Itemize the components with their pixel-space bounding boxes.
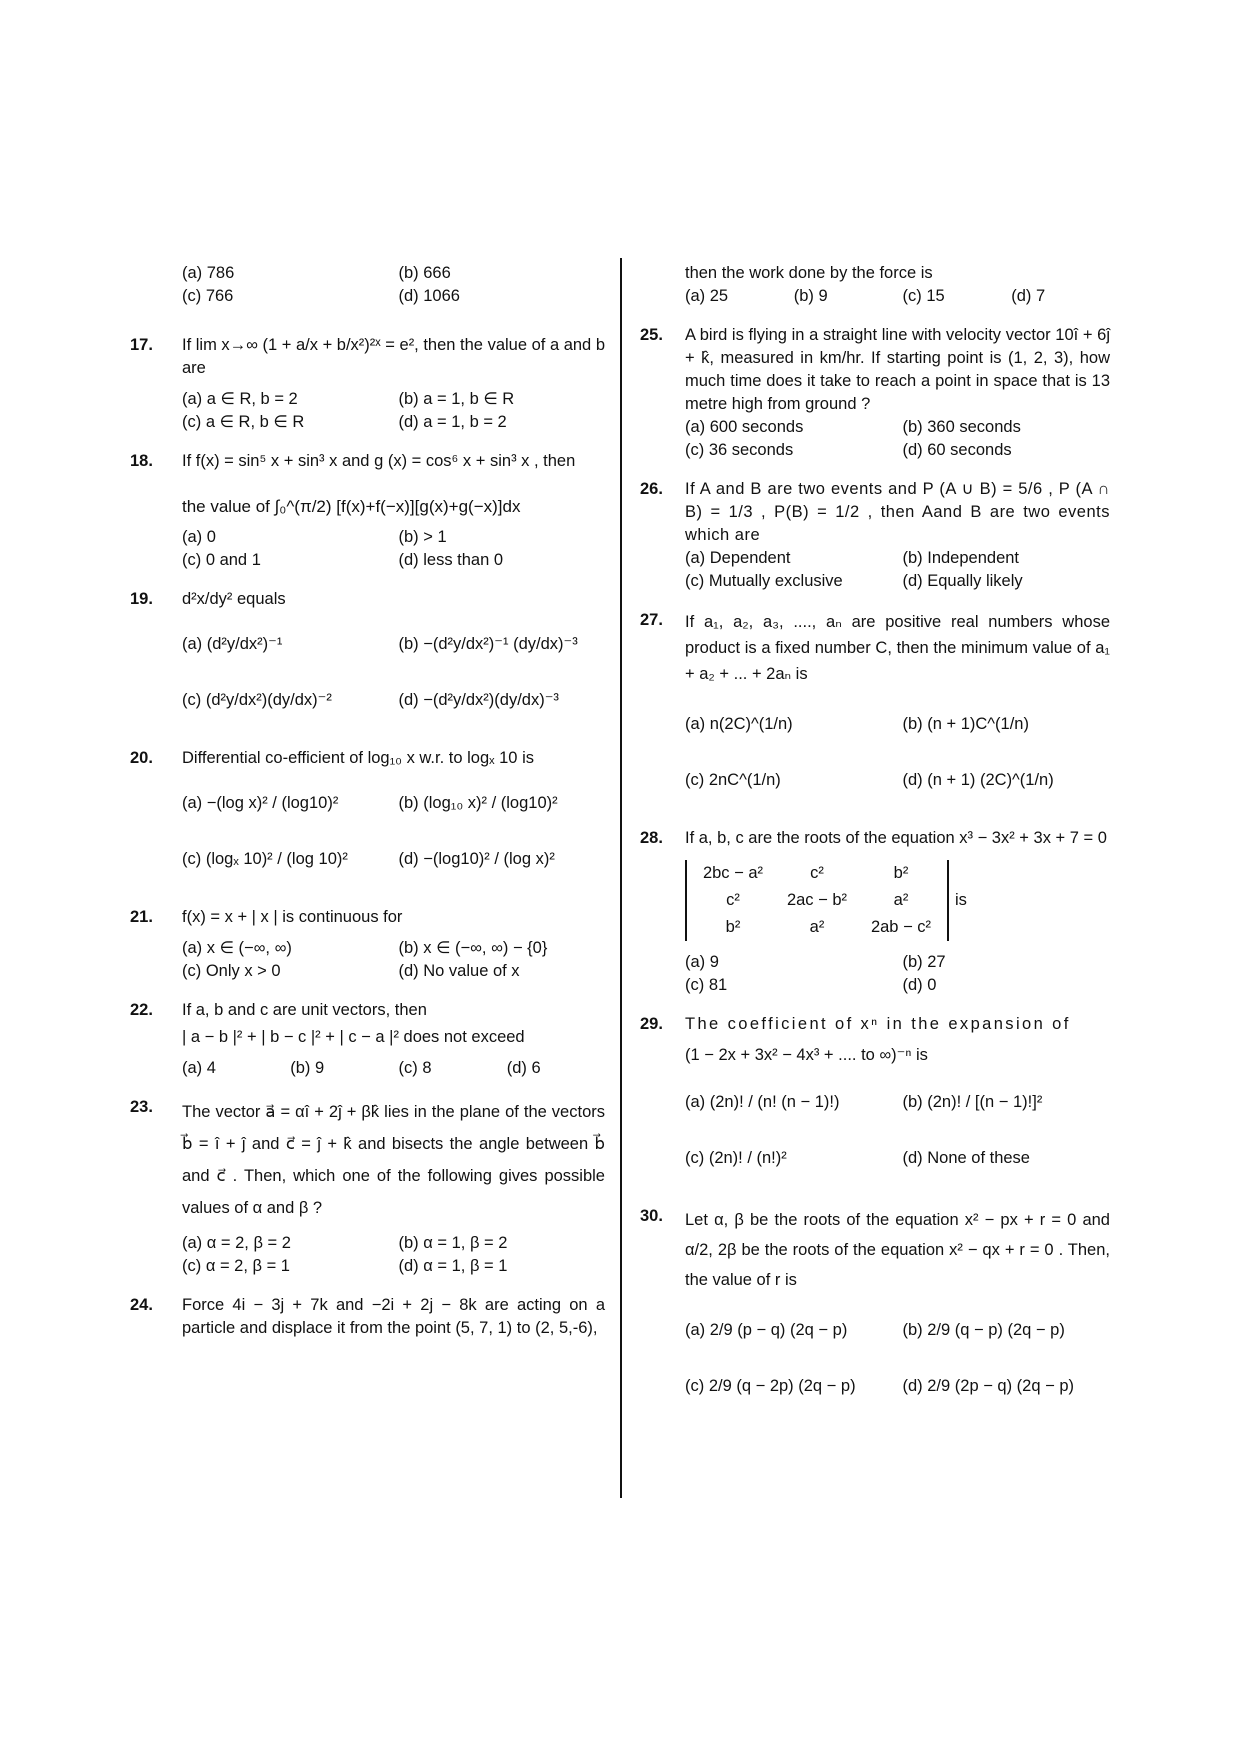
option: (a) −(log x)² / (log10)²	[182, 793, 339, 812]
det-cell: b²	[725, 918, 741, 936]
option: (c) (2n)! / (n!)²	[685, 1148, 787, 1167]
question-25	[640, 324, 1110, 462]
option: (a) 0	[182, 528, 216, 546]
question-23	[130, 1096, 605, 1278]
question-number: 28.	[640, 829, 663, 847]
option: (b) 27	[902, 953, 946, 971]
option: (d) 60 seconds	[902, 441, 1012, 459]
option: (a) a ∈ R, b = 2	[182, 390, 298, 408]
option: (a) (2n)! / (n! (n − 1)!)	[685, 1092, 840, 1111]
question-stem: If A and B are two events and P (A ∪ B) = 5/6 , P (A ∩ B) = 1/3 , P(B) = 1/2 , then Aand B are two events which are	[685, 480, 1110, 544]
option: (c) 15	[902, 287, 945, 305]
question-stem: f(x) = x + | x | is continuous for	[182, 908, 403, 926]
option: (d) 0	[902, 976, 937, 994]
option: (d) None of these	[902, 1148, 1030, 1167]
option: (a) 9	[685, 953, 719, 971]
option: (b) (n + 1)C^(1/n)	[902, 714, 1029, 733]
option: (c) 8	[398, 1059, 432, 1077]
question-26	[640, 478, 1110, 593]
column-divider	[620, 258, 622, 1498]
question-17	[130, 334, 605, 434]
question-number: 19.	[130, 590, 153, 608]
option: (d) Equally likely	[902, 572, 1023, 590]
det-cell: 2ac − b²	[786, 891, 848, 909]
question-19	[130, 588, 605, 731]
option: (c) 2/9 (q − 2p) (2q − p)	[685, 1376, 856, 1395]
determinant-block	[685, 850, 1110, 951]
option: (b) (2n)! / [(n − 1)!]²	[902, 1092, 1043, 1111]
option: (a) 600 seconds	[685, 418, 804, 436]
question-stem: If f(x) = sin⁵ x + sin³ x and g (x) = cos⁶ x + sin³ x , then	[182, 452, 576, 470]
option: (b) 666	[398, 264, 451, 282]
option: (b) x ∈ (−∞, ∞) − {0}	[398, 939, 548, 957]
question-number: 26.	[640, 480, 663, 498]
option: (d) less than 0	[398, 551, 504, 569]
det-cell: 2ab − c²	[870, 918, 932, 936]
question-29	[640, 1013, 1110, 1189]
question-22	[130, 999, 605, 1080]
option: (d) 1066	[398, 287, 460, 305]
option: (d) 7	[1011, 287, 1046, 305]
question-stem: Force 4i − 3j + 7k and −2i + 2j − 8k are acting on a particle and displace it from the point (5, 7, 1) to (2, 5,-6),	[182, 1296, 605, 1337]
option: (b) Independent	[902, 549, 1020, 567]
det-cell: c²	[810, 864, 824, 882]
option: (c) (logₓ 10)² / (log 10)²	[182, 849, 348, 868]
question-stem: The coefficient of xⁿ in the expansion of	[685, 1015, 1071, 1033]
question-number: 22.	[130, 1001, 153, 1019]
question-stem: If a, b and c are unit vectors, then	[182, 1001, 427, 1019]
option: (b) α = 1, β = 2	[398, 1234, 508, 1252]
option: (c) (d²y/dx²)(dy/dx)⁻²	[182, 690, 332, 709]
option: (c) α = 2, β = 1	[182, 1257, 290, 1275]
option: (d) −(log10)² / (log x)²	[398, 849, 555, 868]
option: (a) 786	[182, 264, 235, 282]
option: (b) > 1	[398, 528, 447, 546]
option: (b) −(d²y/dx²)⁻¹ (dy/dx)⁻³	[398, 634, 578, 653]
question-30	[640, 1205, 1110, 1417]
option: (b) 2/9 (q − p) (2q − p)	[902, 1320, 1065, 1339]
question-number: 29.	[640, 1015, 663, 1033]
option: (b) 360 seconds	[902, 418, 1021, 436]
option: (d) α = 1, β = 1	[398, 1257, 508, 1275]
option: (c) 36 seconds	[685, 441, 794, 459]
question-27	[640, 609, 1110, 811]
option: (b) 9	[793, 287, 828, 305]
carry-over-options	[130, 262, 605, 308]
option: (b) a = 1, b ∈ R	[398, 390, 515, 408]
option: (a) 2/9 (p − q) (2q − p)	[685, 1320, 848, 1339]
question-number: 25.	[640, 326, 663, 344]
det-cell: 2bc − a²	[702, 864, 764, 882]
question-number: 30.	[640, 1207, 663, 1225]
option: (a) x ∈ (−∞, ∞)	[182, 939, 292, 957]
option: (a) 4	[182, 1059, 216, 1077]
question-20	[130, 747, 605, 890]
left-column	[130, 262, 605, 1356]
option: (d) 2/9 (2p − q) (2q − p)	[902, 1376, 1075, 1395]
option: (b) 9	[290, 1059, 325, 1077]
question-stem-line2: (1 − 2x + 3x² − 4x³ + .... to ∞)⁻ⁿ is	[685, 1046, 928, 1064]
question-number: 21.	[130, 908, 153, 926]
option: (d) −(d²y/dx²)(dy/dx)⁻³	[398, 690, 559, 709]
option: (a) Dependent	[685, 549, 791, 567]
question-stem-integral: the value of ∫₀^(π/2) [f(x)+f(−x)][g(x)+g(−x)]dx	[182, 497, 521, 516]
option: (d) No value of x	[398, 962, 520, 980]
option: (c) 2nC^(1/n)	[685, 770, 781, 789]
option: (a) n(2C)^(1/n)	[685, 714, 793, 733]
question-number: 24.	[130, 1296, 153, 1314]
option: (b) (log₁₀ x)² / (log10)²	[398, 793, 558, 812]
question-28	[640, 827, 1110, 997]
question-stem: If lim x→∞ (1 + a/x + b/x²)²ˣ = e², then the value of a and b are	[182, 336, 605, 377]
option: (c) 0 and 1	[182, 551, 261, 569]
question-stem: If a₁, a₂, a₃, ...., aₙ are positive real numbers whose product is a fixed number C, then the minimum value of a₁ + a₂ + ... + 2aₙ is	[685, 613, 1110, 683]
option: (d) a = 1, b = 2	[398, 413, 507, 431]
option: (c) 766	[182, 287, 234, 305]
question-stem: Differential co-efficient of log₁₀ x w.r. to logₓ 10 is	[182, 749, 534, 767]
determinant-suffix: is	[955, 891, 967, 909]
question-stem: If a, b, c are the roots of the equation x³ − 3x² + 3x + 7 = 0	[685, 829, 1107, 847]
question-stem-continued: then the work done by the force is	[685, 264, 933, 282]
question-24-continued	[650, 262, 1110, 308]
question-21	[130, 906, 605, 983]
option: (c) a ∈ R, b ∈ R	[182, 413, 305, 431]
question-18	[130, 450, 605, 572]
option: (c) 81	[685, 976, 728, 994]
question-stem: Let α, β be the roots of the equation x² − px + r = 0 and α/2, 2β be the roots of the equation x² − qx + r = 0 . Then, the value of r is	[685, 1211, 1110, 1289]
right-column	[640, 262, 1110, 1433]
question-stem-line2: | a − b |² + | b − c |² + | c − a |² does not exceed	[182, 1028, 525, 1046]
question-stem: The vector a⃗ = αî + 2ĵ + βk̂ lies in the plane of the vectors b⃗ = î + ĵ and c⃗ = ĵ + k̂ and bisects the angle between b⃗ and c⃗ . Then, which one of the following gives possible values of α and β ?	[182, 1103, 605, 1217]
option: (a) 25	[685, 287, 729, 305]
question-stem: A bird is flying in a straight line with velocity vector 10î + 6ĵ + k̂, measured in km/hr. If starting point is (1, 2, 3), how much time does it take to reach a point in space that is 13 metre high from ground ?	[685, 326, 1110, 413]
question-number: 17.	[130, 336, 153, 354]
option: (c) Only x > 0	[182, 962, 281, 980]
question-number: 20.	[130, 749, 153, 767]
determinant	[685, 860, 949, 941]
question-stem: d²x/dy² equals	[182, 590, 286, 608]
option: (a) α = 2, β = 2	[182, 1234, 291, 1252]
question-number: 27.	[640, 611, 663, 629]
question-24	[130, 1294, 605, 1340]
option: (c) Mutually exclusive	[685, 572, 843, 590]
option: (d) (n + 1) (2C)^(1/n)	[902, 770, 1054, 789]
det-cell: c²	[726, 891, 740, 909]
det-cell: a²	[809, 918, 825, 936]
option: (a) (d²y/dx²)⁻¹	[182, 634, 283, 653]
question-number: 23.	[130, 1098, 153, 1116]
question-number: 18.	[130, 452, 153, 470]
option: (d) 6	[506, 1059, 541, 1077]
det-cell: b²	[893, 864, 909, 882]
det-cell: a²	[893, 891, 909, 909]
